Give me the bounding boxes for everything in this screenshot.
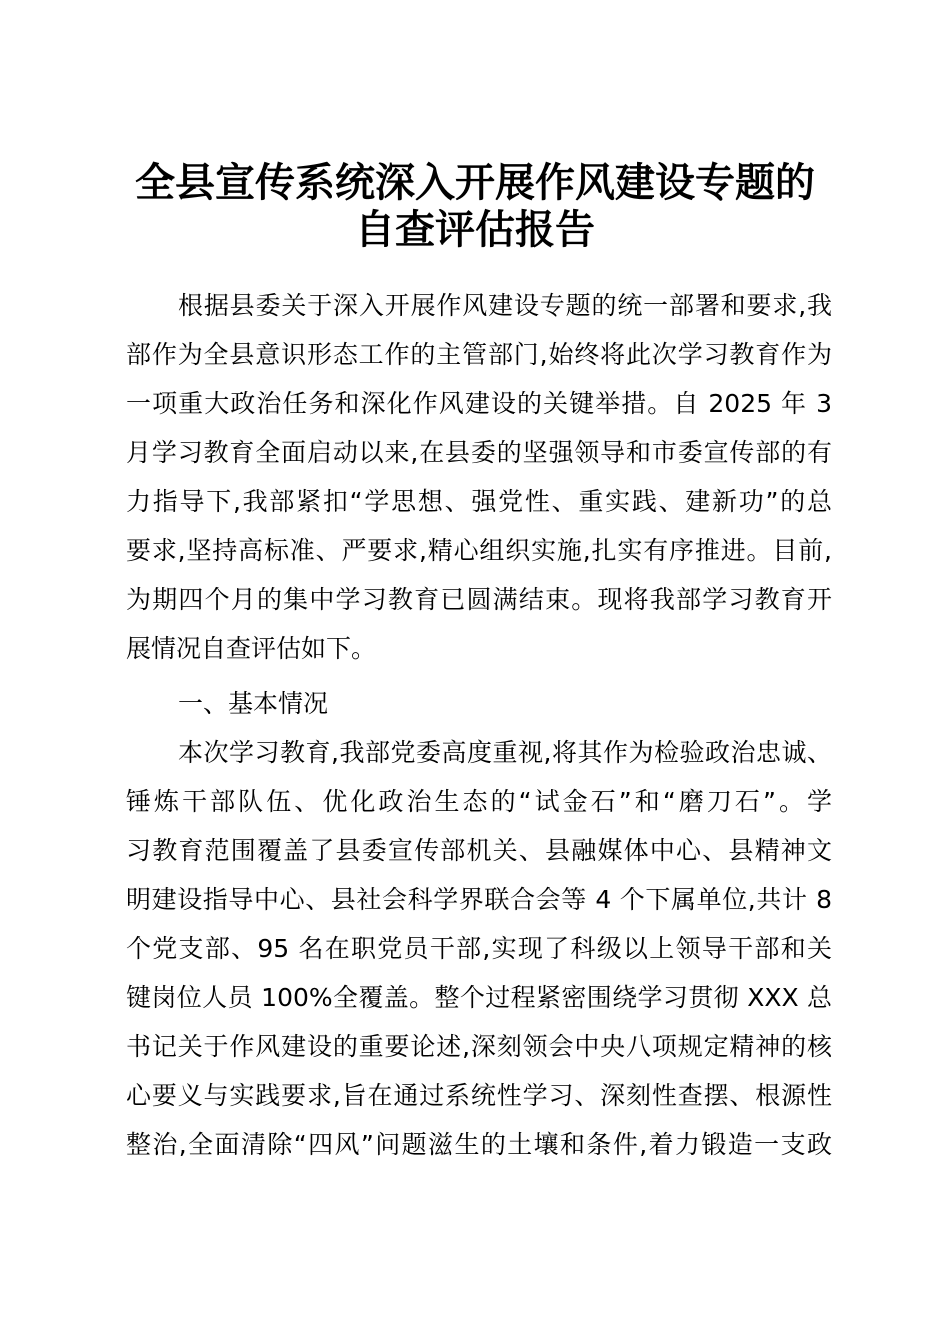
text-line: 心要义与实践要求,旨在通过系统性学习、深刻性查摆、根源性 xyxy=(126,1081,832,1110)
text-line: 习教育范围覆盖了县委宣传部机关、县融媒体中心、县精神文 xyxy=(126,836,832,865)
text-line: 为期四个月的集中学习教育已圆满结束。现将我部学习教育开 xyxy=(126,585,832,614)
text-line: 力指导下,我部紧扣“学思想、强党性、重实践、建新功”的总 xyxy=(126,487,832,516)
text-line: 月学习教育全面启动以来,在县委的坚强领导和市委宣传部的有 xyxy=(126,438,832,467)
section-heading: 一、基本情况 xyxy=(178,689,329,718)
text-line: 键岗位人员 100%全覆盖。整个过程紧密围绕学习贯彻 XXX 总 xyxy=(126,983,832,1012)
paragraph-basic-situation xyxy=(126,728,832,1169)
text-line: 要求,坚持高标准、严要求,精心组织实施,扎实有序推进。目前, xyxy=(126,536,832,565)
text-line: 整治,全面清除“四风”问题滋生的土壤和条件,着力锻造一支政 xyxy=(126,1130,832,1159)
text-line: 部作为全县意识形态工作的主管部门,始终将此次学习教育作为 xyxy=(126,340,832,369)
text-line: 展情况自查评估如下。 xyxy=(126,634,377,663)
text-line: 本次学习教育,我部党委高度重视,将其作为检验政治忠诚、 xyxy=(178,738,832,767)
document-body xyxy=(126,281,832,1169)
title-line: 全县宣传系统深入开展作风建设专题的 xyxy=(135,160,815,206)
title-line: 自查评估报告 xyxy=(355,207,595,253)
text-line: 书记关于作风建设的重要论述,深刻领会中央八项规定精神的核 xyxy=(126,1032,832,1061)
text-line: 锤炼干部队伍、优化政治生态的“试金石”和“磨刀石”。学 xyxy=(126,787,832,816)
text-line: 根据县委关于深入开展作风建设专题的统一部署和要求,我 xyxy=(178,291,832,320)
document-title xyxy=(100,160,850,254)
text-line: 明建设指导中心、县社会科学界联合会等 4 个下属单位,共计 8 xyxy=(126,885,832,914)
text-line: 个党支部、95 名在职党员干部,实现了科级以上领导干部和关 xyxy=(126,934,832,963)
paragraph-intro xyxy=(126,281,832,673)
text-line: 一项重大政治任务和深化作风建设的关键举措。自 2025 年 3 xyxy=(126,389,832,418)
